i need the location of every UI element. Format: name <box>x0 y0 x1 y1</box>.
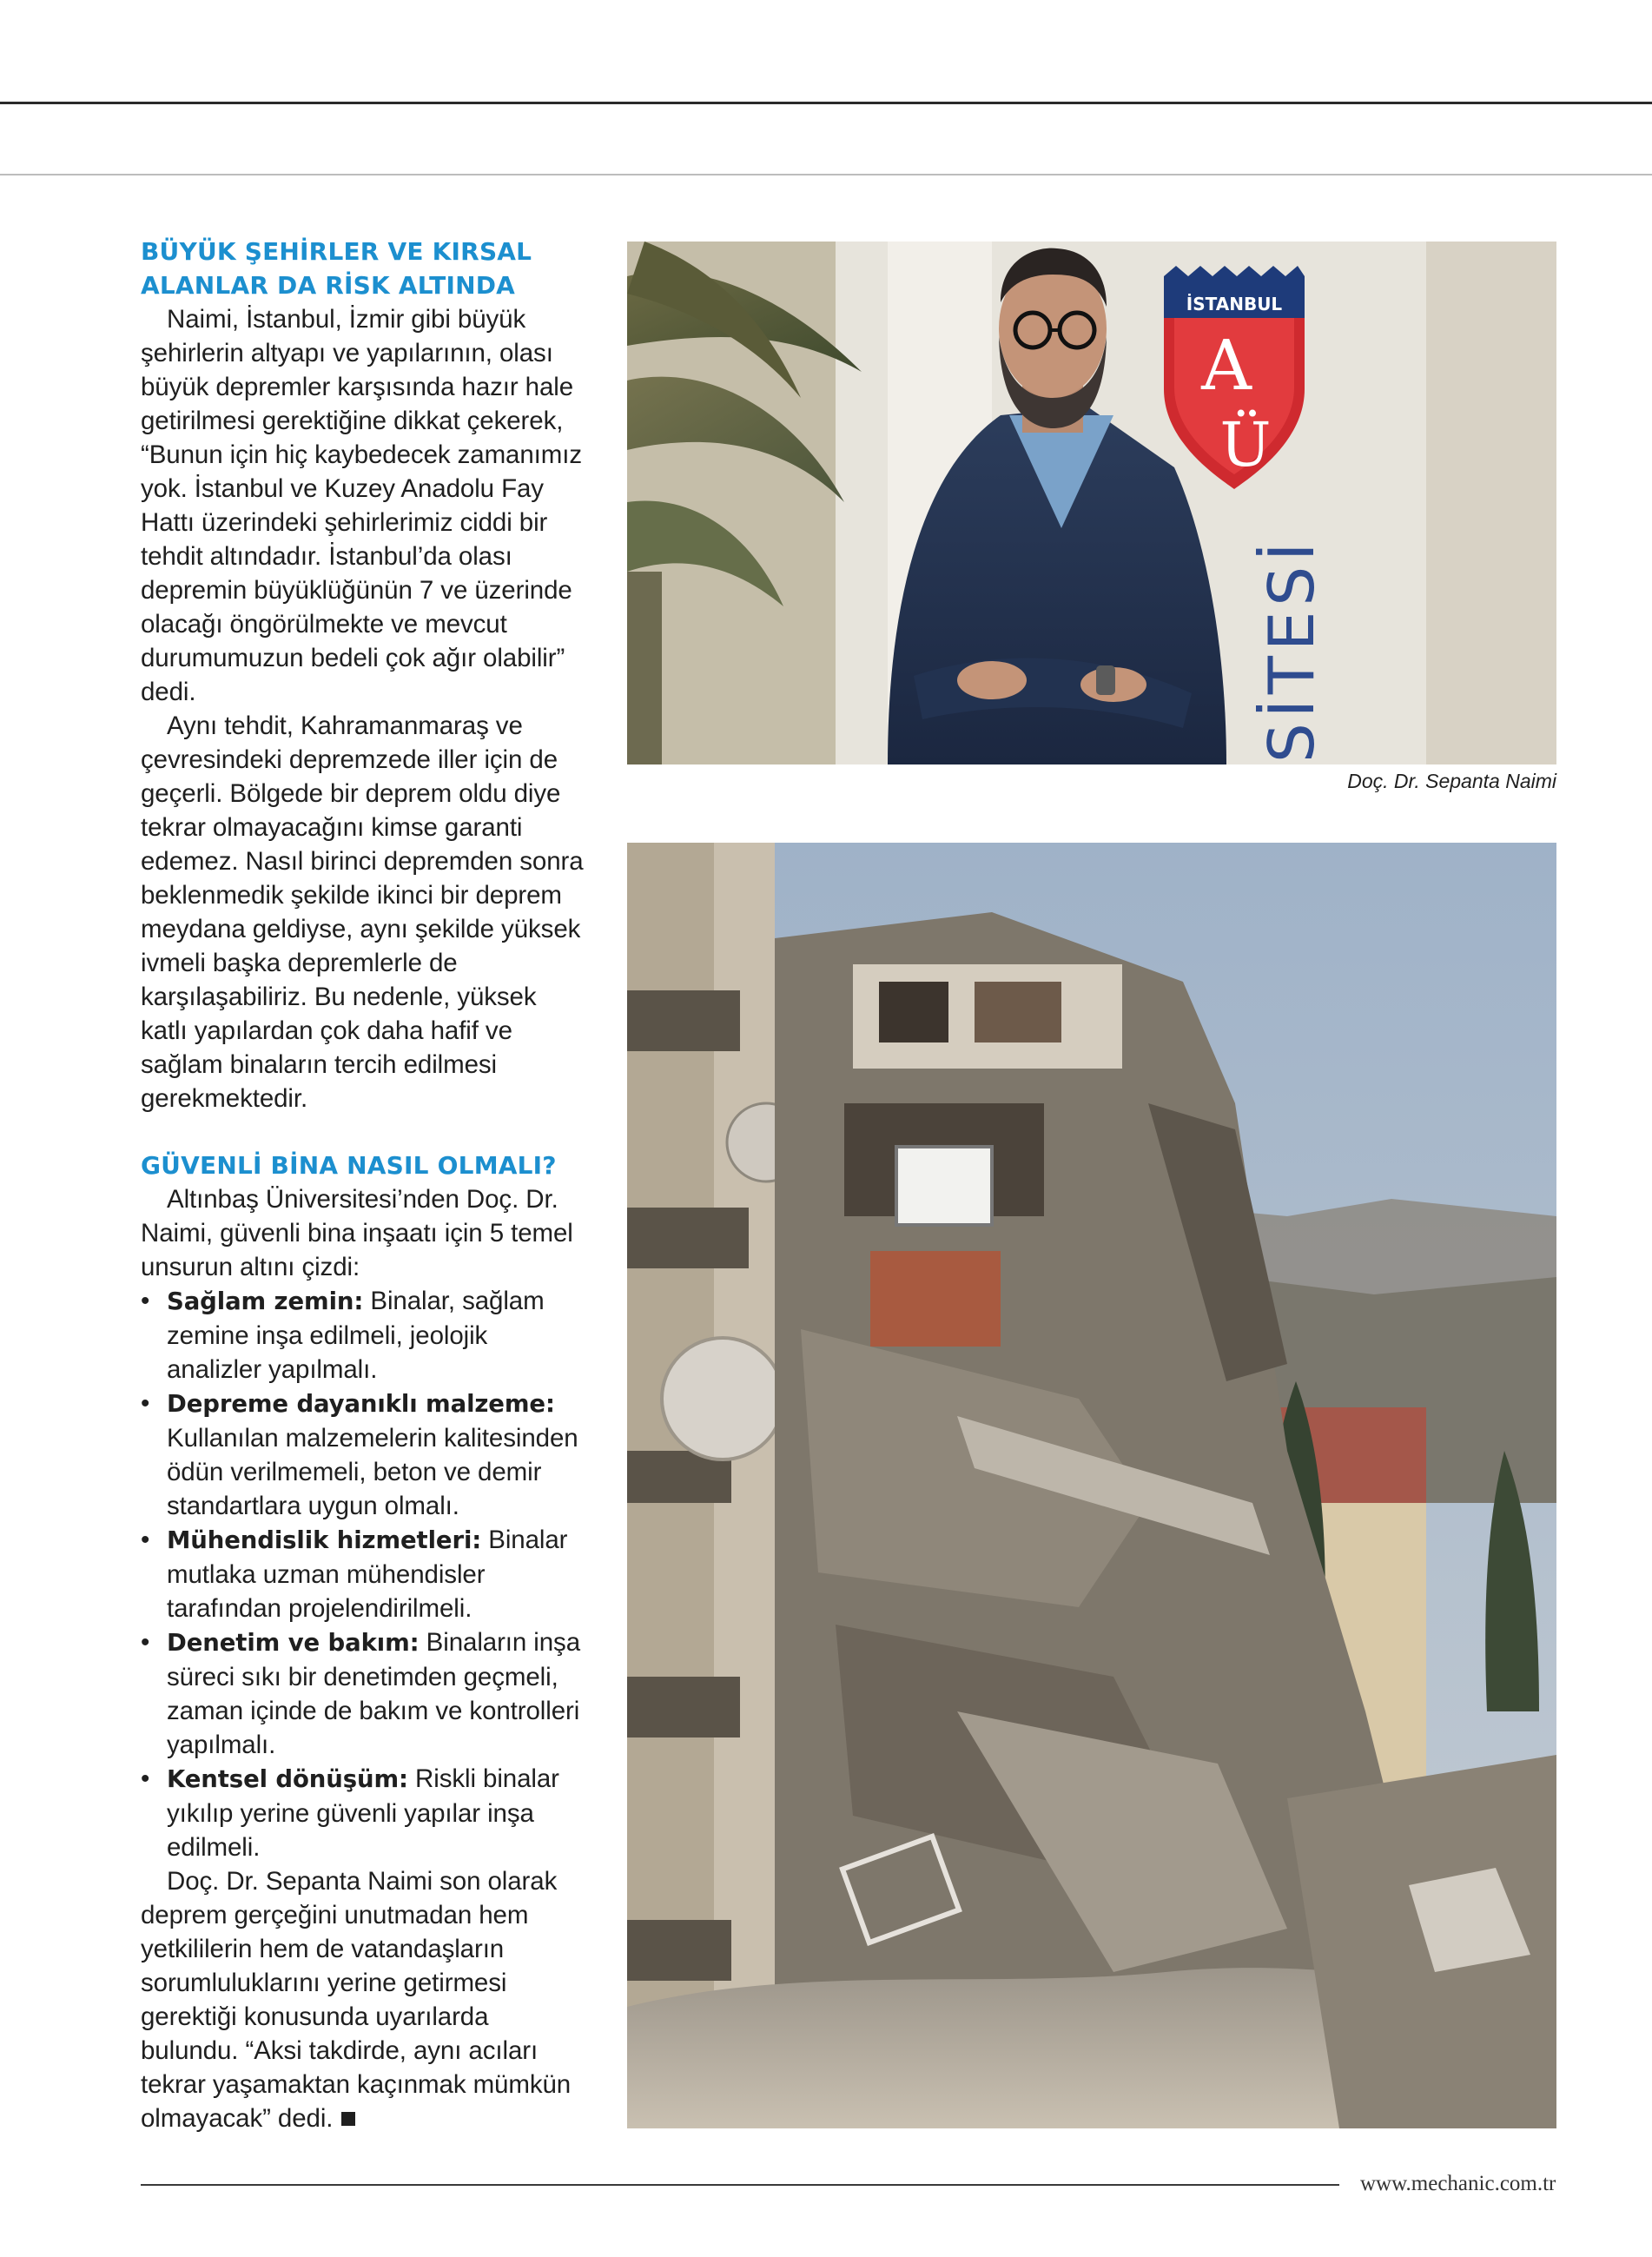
paragraph-3: Altınbaş Üniversitesi’nden Doç. Dr. Naimi, güvenli bina inşaatı için 5 temel unsurun altını çizdi: <box>141 1185 573 1281</box>
paragraph-4 <box>141 1864 584 2135</box>
wall-text: SİTESİ <box>1255 537 1328 763</box>
portrait-illustration <box>627 242 1556 764</box>
damage-illustration <box>627 843 1556 2128</box>
portrait-photo <box>627 242 1556 764</box>
list-item <box>141 1284 584 1387</box>
list-item <box>141 1523 584 1625</box>
end-mark-icon <box>341 2112 355 2126</box>
list-item-term: Depreme dayanıklı malzeme: <box>167 1390 555 1418</box>
paragraph-2: Aynı tehdit, Kahramanmaraş ve çevresindeki depremzede iller için de geçerli. Bölgede bir deprem oldu diye tekrar olmayacağını kimse garanti edemez. Nasıl birinci depremden sonra beklenmedik şekilde ikinci bir deprem meydana geldiyse, aynı şekilde yüksek ivmeli başka depremlerle de karşılaşabiliriz. Bu nedenle, yüksek katlı yapılardan çok daha hafif ve sağlam binaların tercih edilmesi gerekmektedir. <box>141 712 584 1113</box>
list-item <box>141 1762 584 1864</box>
logo-letter-a: A <box>1201 325 1252 406</box>
list-item-text: Binalar, sağlam zemine inşa edilmeli, jeolojik analizler yapılmalı. <box>167 1287 545 1384</box>
earthquake-damage-photo <box>627 843 1556 2128</box>
requirements-list <box>141 1284 584 1864</box>
list-item <box>141 1387 584 1523</box>
logo-letter-u: Ü <box>1219 409 1272 480</box>
list-item-text: Riskli binalar yıkılıp yerine güvenli yapılar inşa edilmeli. <box>167 1764 559 1862</box>
paragraph-1: Naimi, İstanbul, İzmir gibi büyük şehirlerin altyapı ve yapılarının, olası büyük depremler karşısında hazır hale getirilmesi gerektiğine dikkat çekerek, “Bunun için hiç kaybedecek zamanımız yok. İstanbul ve Kuzey Anadolu Fay Hattı üzerindeki şehirlerimiz ciddi bir tehdit altındadır. İstanbul’da olası depremin büyüklüğünün 7 ve üzerinde olacağı öngörülmekte ve mevcut durumumuzun bedeli çok ağır olabilir” dedi. <box>141 305 582 706</box>
list-item-term: Sağlam zemin: <box>167 1287 364 1315</box>
list-item-term: Mühendislik hizmetleri: <box>167 1526 482 1554</box>
list-item-text: Binalar mutlaka uzman mühendisler tarafından projelendirilmeli. <box>167 1526 568 1623</box>
article-column <box>141 235 584 2135</box>
list-item <box>141 1625 584 1762</box>
header-rule <box>0 174 1652 175</box>
footer-rule <box>141 2184 1339 2186</box>
list-item-term: Denetim ve bakım: <box>167 1629 420 1657</box>
footer-url: www.mechanic.com.tr <box>1360 2172 1556 2195</box>
list-item-text: Kullanılan malzemelerin kalitesinden ödün verilmemeli, beton ve demir standartlara uygun olmalı. <box>167 1424 578 1520</box>
section-heading-safe-building: GÜVENLİ BİNA NASIL OLMALI? <box>141 1151 557 1180</box>
logo-top-text: İSTANBUL <box>1186 294 1283 314</box>
list-item-text: Binaların inşa süreci sıkı bir denetimden geçmeli, zaman içinde de bakım ve kontrolleri yapılmalı. <box>167 1628 581 1759</box>
section-heading-risk: BÜYÜK ŞEHİRLER VE KIRSAL ALANLAR DA RİSK ALTINDA <box>141 237 532 300</box>
top-rule <box>0 102 1652 104</box>
paragraph-4-text: Doç. Dr. Sepanta Naimi son olarak deprem gerçeğini unutmadan hem yetkililerin hem de vatandaşların sorumluluklarını yerine getirmesi gerektiği konusunda uyarılarda bulundu. “Aksi takdirde, aynı acıları tekrar yaşamaktan kaçınmak mümkün olmayacak” dedi. <box>141 1867 572 2133</box>
list-item-term: Kentsel dönüşüm: <box>167 1765 408 1793</box>
photo-caption: Doç. Dr. Sepanta Naimi <box>1347 770 1556 792</box>
palm-plant <box>627 242 862 764</box>
